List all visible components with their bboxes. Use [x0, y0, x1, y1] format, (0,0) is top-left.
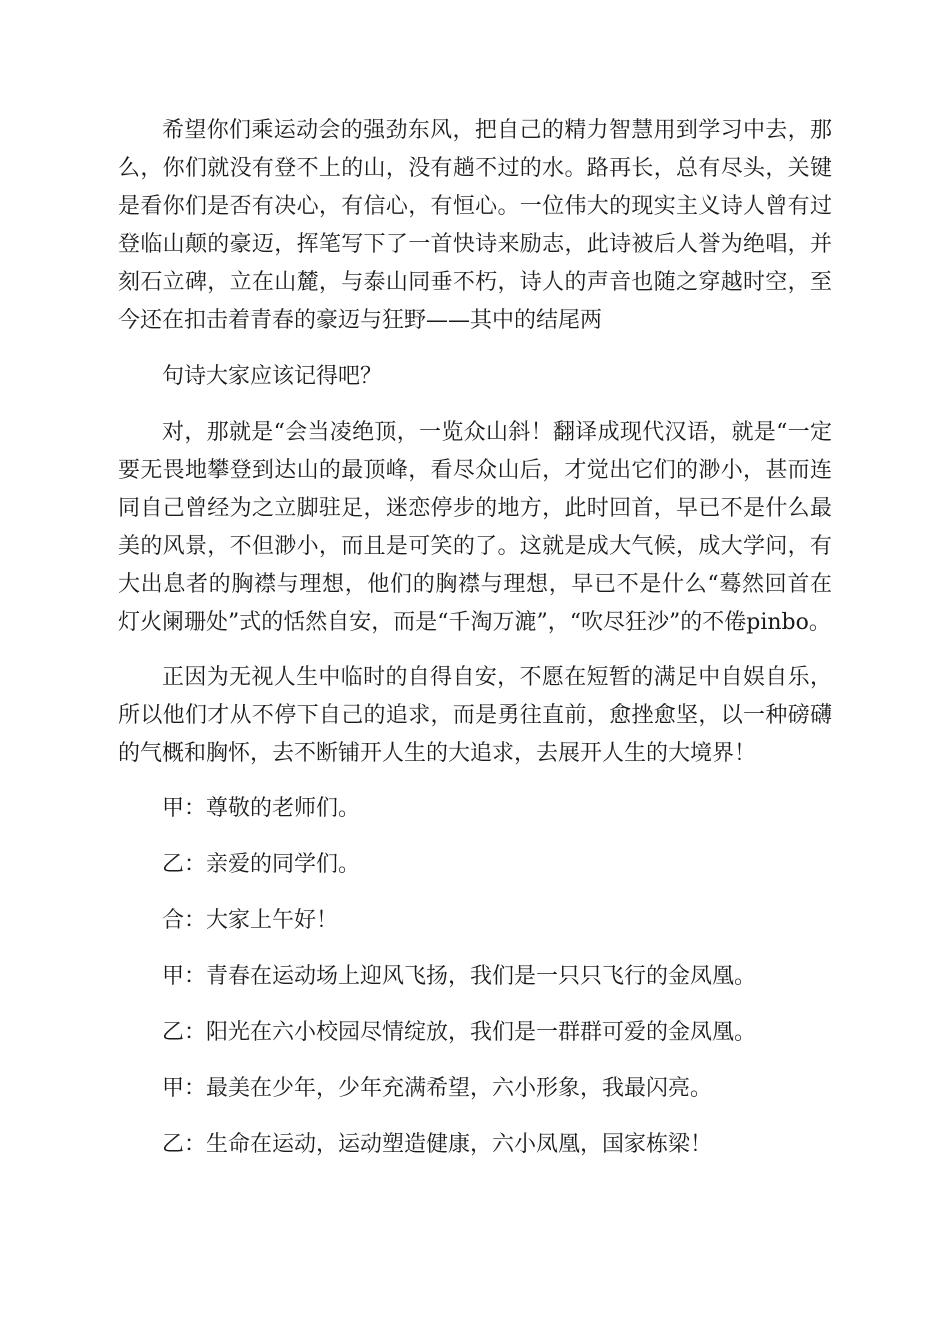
dialogue-line: 乙：亲爱的同学们。: [162, 852, 361, 877]
paragraph-pursuit: 正因为无视人生中临时的自得自安，不愿在短暂的满足中自娱自乐，所以他们才从不停下自己的追求，而是勇往直前，愈挫愈坚，以一种磅礴的气概和胸怀，去不断铺开人生的大追求，去展开人生的大境界！: [118, 665, 832, 766]
paragraph-question: 句诗大家应该记得吧？: [162, 364, 383, 389]
dialogue-line: 合：大家上午好！: [162, 908, 339, 933]
paragraph-poem-explanation: 对，那就是“会当凌绝顶，一览众山斜！翻译成现代汉语，就是“一定要无畏地攀登到达山的最顶峰，看尽众山后，才觉出它们的渺小，甚而连同自己曾经为之立脚驻足，迷恋停步的地方，此时回首，早已不是什么最美的风景，不但渺小，而且是可笑的了。这就是成大气候，成大学问，有大出息者的胸襟与理想，他们的胸襟与理想，早已不是什么“蓦然回首在灯火阑珊处”式的恬然自安，而是“千淘万漉”，“吹尽狂沙”的不倦pinbo。: [118, 420, 832, 635]
dialogue-line: 乙：阳光在六小校园尽情绽放，我们是一群群可爱的金凤凰。: [162, 1020, 757, 1045]
dialogue-line: 甲：青春在运动场上迎风飞扬，我们是一只只飞行的金凤凰。: [162, 964, 757, 989]
dialogue-line: 乙：生命在运动，运动塑造健康，六小凤凰，国家栋梁！: [162, 1132, 713, 1157]
document-body: [118, 112, 832, 1182]
paragraph-encouragement: 希望你们乘运动会的强劲东风，把自己的精力智慧用到学习中去，那么，你们就没有登不上的山，没有趟不过的水。路再长，总有尽头，关键是看你们是否有决心，有信心，有恒心。一位伟大的现实主义诗人曾有过登临山颠的豪迈，挥笔写下了一首快诗来励志，此诗被后人誉为绝唱，并刻石立碑，立在山麓，与泰山同垂不朽，诗人的声音也随之穿越时空，至今还在扣击着青春的豪迈与狂野——其中的结尾两: [118, 118, 832, 333]
dialogue-line: 甲：尊敬的老师们。: [162, 796, 361, 821]
dialogue-line: 甲：最美在少年，少年充满希望，六小形象，我最闪亮。: [162, 1076, 713, 1101]
